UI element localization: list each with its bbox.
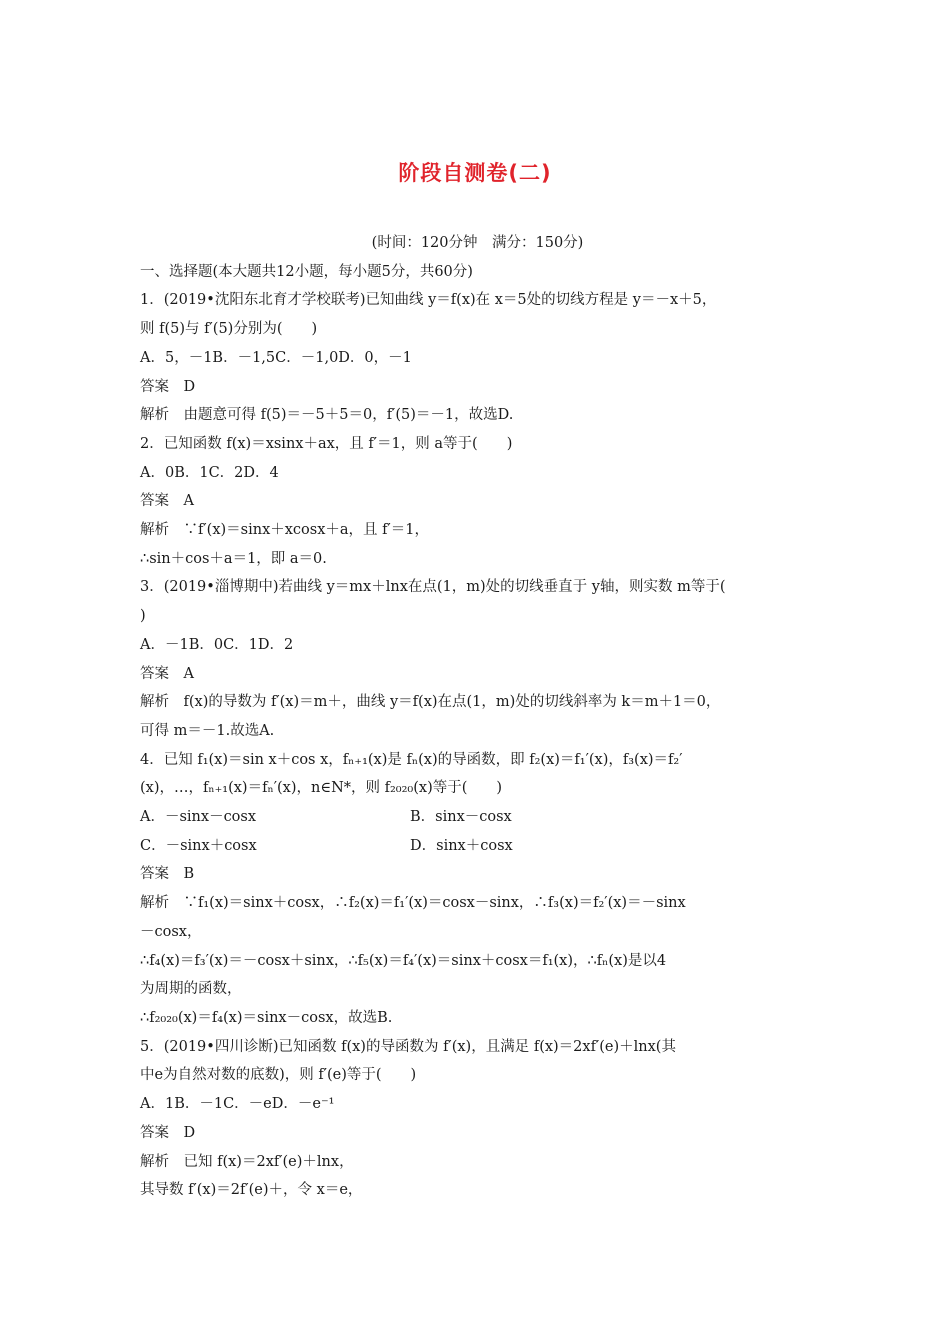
question-4-analysis-cont-2: ∴f₄(x)＝f₃′(x)＝－cosx＋sinx，∴f₅(x)＝f₄′(x)＝sinx＋cosx＝f₁(x)，∴fₙ(x)是以4 [140,952,667,969]
question-5-stem: 5．(2019•四川诊断)已知函数 f(x)的导函数为 f′(x)，且满足 f(x)＝2xf′(e)＋lnx(其 [140,1038,676,1055]
question-2-stem: 2．已知函数 f(x)＝xsinx＋ax，且 f′＝1，则 a等于( ) [140,435,513,452]
question-4-analysis-cont-3: 为周期的函数， [140,981,242,998]
question-4-analysis-cont-1: －cosx， [140,923,202,940]
option-d: D．sinx＋cosx [410,837,513,854]
question-5-stem-cont: 中e为自然对数的底数)，则 f′(e)等于( ) [140,1067,417,1084]
question-4-analysis-cont-4: ∴f₂₀₂₀(x)＝f₄(x)＝sinx－cosx，故选B. [140,1009,393,1026]
question-5-options: A．1B．－1C．－eD．－e⁻¹ [140,1096,335,1113]
option-a: A．－sinx－cosx [140,809,257,826]
question-2-answer: 答案 A [140,493,194,510]
question-1-stem-cont: 则 f(5)与 f′(5)分别为( ) [140,321,318,338]
question-4-answer: 答案 B [140,866,195,883]
question-2-analysis: 解析 ∵f′(x)＝sinx＋xcosx＋a，且 f′＝1， [140,522,430,539]
section-heading: 一、选择题(本大题共12小题，每小题5分，共60分) [140,263,473,280]
option-b: B．sinx－cosx [410,809,512,826]
question-3-options: A．－1B．0C．1D．2 [140,636,294,653]
question-5-analysis: 解析 已知 f(x)＝2xf′(e)＋lnx， [140,1153,354,1170]
question-3-stem-cont: ) [140,608,146,625]
question-4-options-row-1 [140,803,815,832]
question-1-analysis: 解析 由题意可得 f(5)＝－5＋5＝0，f′(5)＝－1，故选D. [140,407,514,424]
page-title: 阶段自测卷(二) [398,161,552,185]
question-5-answer: 答案 D [140,1124,196,1141]
question-2-options: A．0B．1C．2D．4 [140,464,279,481]
question-1-stem: 1．(2019•沈阳东北育才学校联考)已知曲线 y＝f(x)在 x＝5处的切线方程是 y＝－x＋5， [140,292,717,309]
question-1-answer: 答案 D [140,378,196,395]
question-4-stem-cont: (x)，…，fₙ₊₁(x)＝fₙ′(x)，n∈N*，则 f₂₀₂₀(x)等于( ) [140,780,503,797]
question-2-analysis-cont: ∴sin＋cos＋a＝1，即 a＝0. [140,550,327,567]
question-3-answer: 答案 A [140,665,194,682]
exam-info: (时间：120分钟 满分：150分) [371,235,584,251]
question-3-analysis-cont: 可得 m＝－1.故选A. [140,722,275,739]
option-c: C．－sinx＋cosx [140,837,257,854]
question-3-analysis: 解析 f(x)的导数为 f′(x)＝m＋，曲线 y＝f(x)在点(1，m)处的切线斜率为 k＝m＋1＝0， [140,694,721,711]
question-4-stem: 4．已知 f₁(x)＝sin x＋cos x，fₙ₊₁(x)是 fₙ(x)的导函数，即 f₂(x)＝f₁′(x)，f₃(x)＝f₂′ [140,751,683,768]
question-4-analysis: 解析 ∵f₁(x)＝sinx＋cosx，∴f₂(x)＝f₁′(x)＝cosx－sinx，∴f₃(x)＝f₂′(x)＝－sinx [140,895,686,912]
question-3-stem: 3．(2019•淄博期中)若曲线 y＝mx＋lnx在点(1，m)处的切线垂直于 y轴，则实数 m等于( [140,579,726,596]
question-1-options: A．5，－1B．－1,5C．－1,0D．0，－1 [140,349,412,366]
document-body [140,229,815,1205]
question-4-options-row-2 [140,832,815,861]
question-5-analysis-cont: 其导数 f′(x)＝2f′(e)＋，令 x＝e， [140,1182,363,1199]
